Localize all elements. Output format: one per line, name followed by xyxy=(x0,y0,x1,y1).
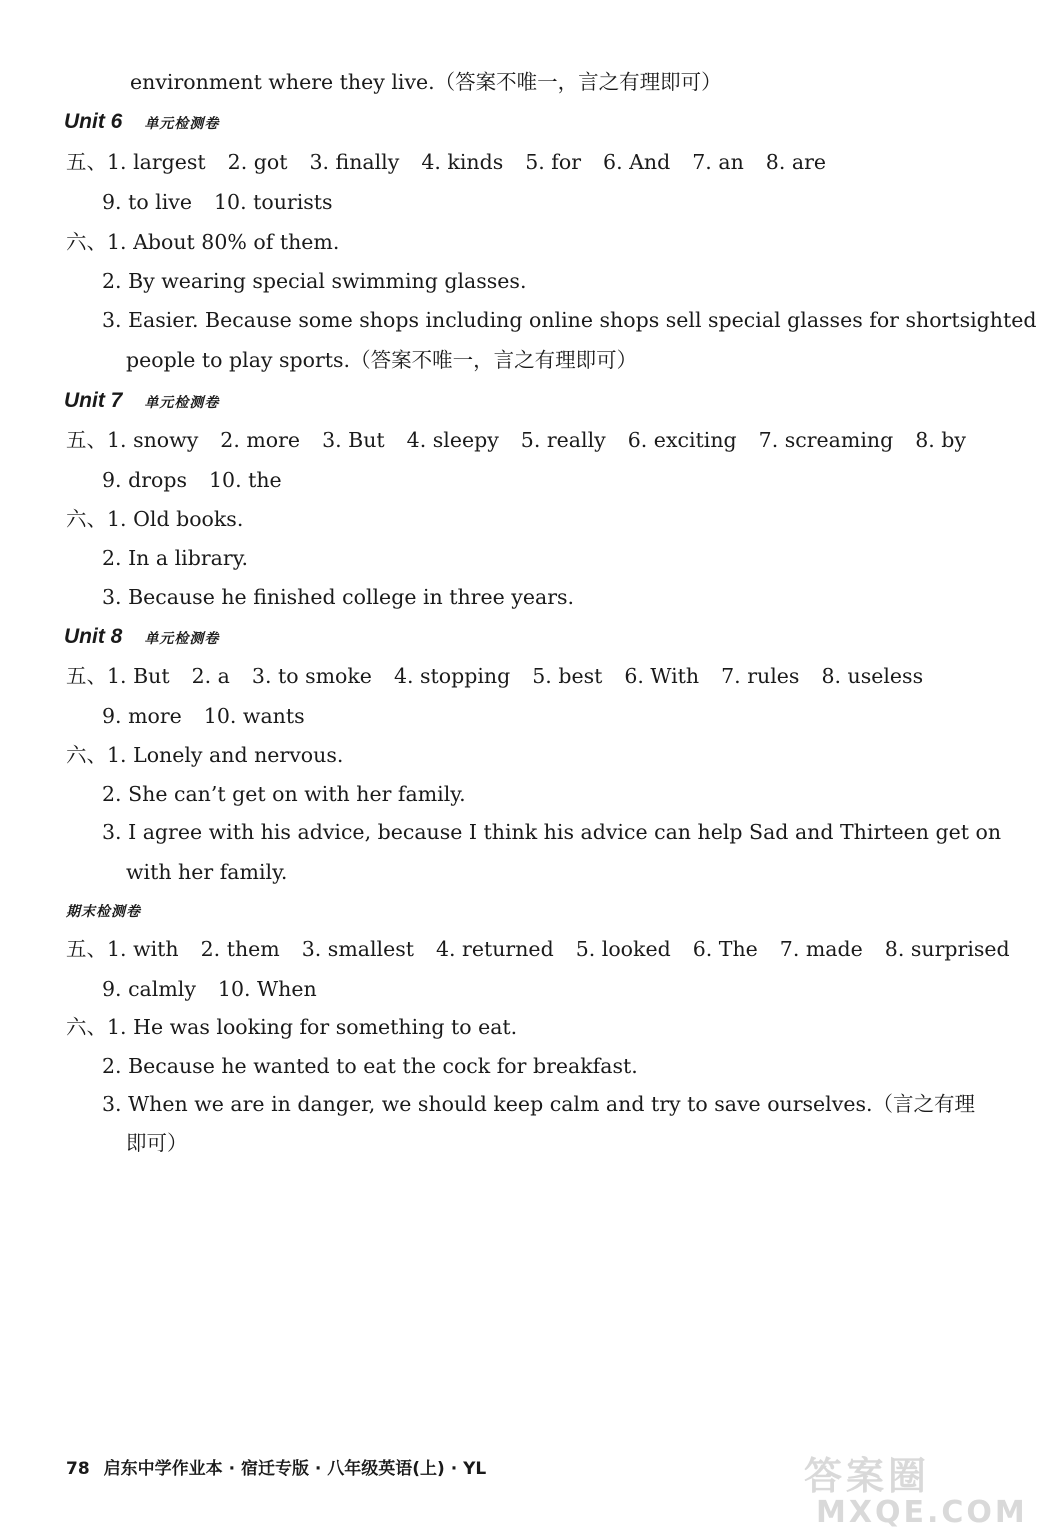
unit6-s6-q2: 2. By wearing special swimming glasses. xyxy=(102,269,527,293)
intro-line: environment where they live.（答案不唯一，言之有理即可） xyxy=(130,70,722,94)
unit8-heading xyxy=(64,623,219,653)
answer-item: 4. returned xyxy=(435,937,554,961)
answer-item: 7. an xyxy=(692,150,744,174)
unit8-s6-q3-cont: with her family. xyxy=(126,860,288,884)
unit8-title: Unit 8 xyxy=(64,625,123,648)
answer-item: 5. really xyxy=(520,428,606,452)
answer-item: 9. to live xyxy=(102,190,192,214)
answer-item: 8. useless xyxy=(821,664,924,688)
unit7-s5-line1 xyxy=(66,426,966,454)
unit6-s5-line1 xyxy=(66,148,826,176)
answer-item: 8. by xyxy=(915,428,967,452)
answer-item: 3. finally xyxy=(309,150,400,174)
answer-item: 4. sleepy xyxy=(406,428,499,452)
unit6-s6-q3-cont: people to play sports.（答案不唯一，言之有理即可） xyxy=(126,348,638,372)
answer-item: 5. looked xyxy=(575,937,671,961)
answer-item: 2. a xyxy=(191,664,230,688)
answer-item: 10. wants xyxy=(203,704,305,728)
unit6-subtitle: 单元检测卷 xyxy=(144,116,220,132)
page-number: 78 xyxy=(66,1459,90,1479)
unit8-s5-line1 xyxy=(66,662,923,690)
answer-item: 6. The xyxy=(692,937,758,961)
unit6-s5-line2 xyxy=(102,188,333,216)
final-s5-line2 xyxy=(102,975,317,1003)
answer-item: 8. are xyxy=(765,150,827,174)
answer-item: 7. screaming xyxy=(758,428,894,452)
final-s6-q1: 六、1. He was looking for something to eat. xyxy=(66,1015,518,1039)
unit8-subtitle: 单元检测卷 xyxy=(144,631,220,647)
answer-item: 五、1. largest xyxy=(66,150,206,174)
answer-item: 五、1. with xyxy=(66,937,179,961)
unit7-subtitle: 单元检测卷 xyxy=(144,395,220,411)
answer-item: 10. tourists xyxy=(214,190,333,214)
answer-item: 6. And xyxy=(603,150,671,174)
answer-item: 2. more xyxy=(220,428,301,452)
unit6-s6-q3: 3. Easier. Because some shops including online shops sell special glasses for shortsighted xyxy=(102,308,1037,332)
unit6-s6-q1: 六、1. About 80% of them. xyxy=(66,230,340,254)
answer-item: 5. best xyxy=(532,664,603,688)
final-heading: 期末检测卷 xyxy=(66,904,141,920)
answer-item: 8. surprised xyxy=(884,937,1010,961)
unit8-s6-q3: 3. I agree with his advice, because I think his advice can help Sad and Thirteen get on xyxy=(102,820,1002,844)
answer-item: 10. the xyxy=(208,468,282,492)
answer-item: 五、1. snowy xyxy=(66,428,199,452)
answer-item: 9. drops xyxy=(102,468,187,492)
answer-item: 7. made xyxy=(779,937,863,961)
book-title: 启东中学作业本 · 宿迁专版 · 八年级英语(上) · YL xyxy=(103,1459,487,1479)
site-watermark xyxy=(804,1456,1028,1530)
answer-item: 9. more xyxy=(102,704,182,728)
answer-item: 10. When xyxy=(217,977,317,1001)
unit6-title: Unit 6 xyxy=(64,110,123,133)
answer-item: 五、1. But xyxy=(66,664,170,688)
answer-item: 6. exciting xyxy=(627,428,737,452)
final-s6-q2: 2. Because he wanted to eat the cock for breakfast. xyxy=(102,1054,638,1078)
unit6-heading xyxy=(64,108,219,138)
answer-item: 4. stopping xyxy=(393,664,511,688)
unit7-heading xyxy=(64,387,219,417)
answer-item: 3. to smoke xyxy=(251,664,372,688)
answer-item: 4. kinds xyxy=(421,150,504,174)
unit7-title: Unit 7 xyxy=(64,389,123,412)
unit7-s5-line2 xyxy=(102,466,282,494)
watermark-logo: 答案圈 xyxy=(804,1454,931,1498)
final-s6-q3: 3. When we are in danger, we should keep calm and try to save ourselves.（言之有理 xyxy=(102,1092,975,1116)
final-s6-q3-cont: 即可） xyxy=(126,1131,188,1155)
answer-item: 7. rules xyxy=(721,664,800,688)
final-s5-line1 xyxy=(66,935,1010,963)
unit7-s6-q2: 2. In a library. xyxy=(102,546,249,570)
answer-item: 3. smallest xyxy=(301,937,414,961)
answer-item: 2. got xyxy=(227,150,288,174)
page-footer xyxy=(66,1454,486,1479)
unit8-s6-q1: 六、1. Lonely and nervous. xyxy=(66,743,344,767)
answer-item: 2. them xyxy=(200,937,280,961)
answer-item: 9. calmly xyxy=(102,977,196,1001)
unit8-s6-q2: 2. She can’t get on with her family. xyxy=(102,782,466,806)
answer-item: 5. for xyxy=(525,150,582,174)
watermark-url: MXQE.COM xyxy=(816,1495,1028,1530)
unit8-s5-line2 xyxy=(102,702,305,730)
unit7-s6-q3: 3. Because he finished college in three years. xyxy=(102,585,575,609)
answer-item: 6. With xyxy=(624,664,700,688)
unit7-s6-q1: 六、1. Old books. xyxy=(66,507,244,531)
answer-item: 3. But xyxy=(322,428,385,452)
